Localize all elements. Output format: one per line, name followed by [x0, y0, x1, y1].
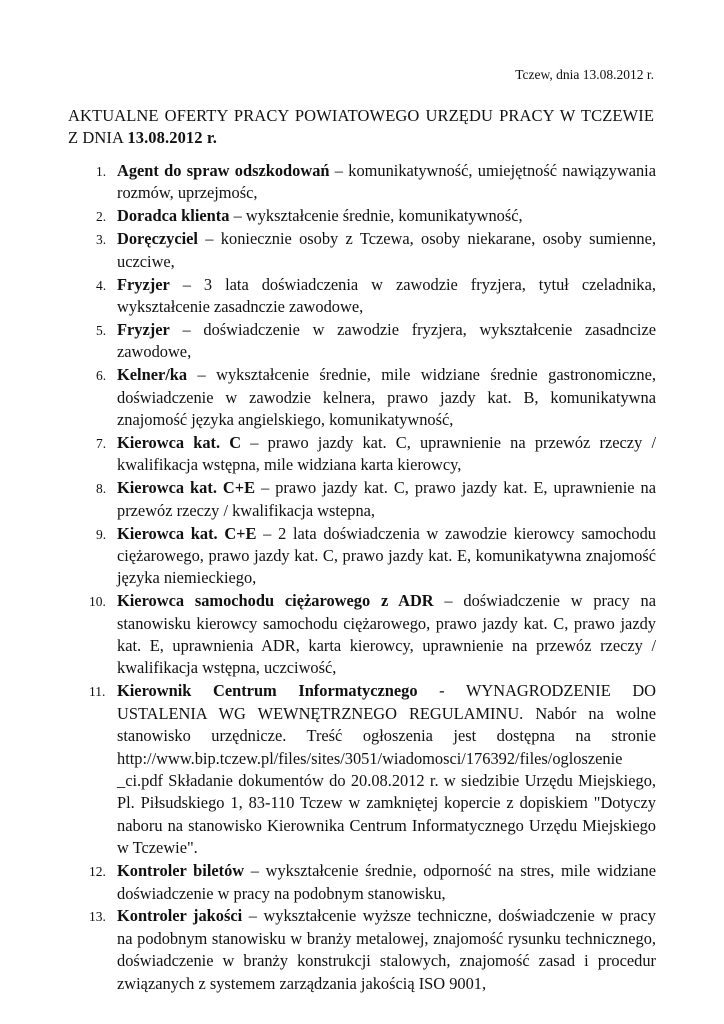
job-title: Fryzjer: [117, 319, 170, 339]
job-description: – prawo jazdy kat. C, prawo jazdy kat. E, uprawnienie na przewóz rzeczy / kwalifikacja wstepna,: [117, 478, 657, 520]
list-item: [68, 319, 656, 364]
job-offers-list: [68, 160, 656, 996]
list-item: [68, 590, 656, 680]
list-item: [68, 364, 656, 431]
list-item: [68, 905, 656, 995]
job-description: – 2 lata doświadczenia w zawodzie kierowcy samochodu ciężarowego, prawo jazdy kat. C, prawo jazdy kat. E, komunikatywna znajomość języka niemieckiego,: [117, 523, 656, 588]
job-title: Kierowca kat. C+E: [117, 523, 257, 543]
item-number: 13.: [89, 909, 106, 925]
item-number: 2.: [96, 209, 107, 225]
job-description: – doświadczenie w zawodzie fryzjera, wykształcenie zasadncize zawodowe,: [117, 319, 656, 362]
job-description: – doświadczenie w pracy na stanowisku kierowcy samochodu ciężarowego, prawo jazdy kat. C, prawo jazdy kat. E, uprawnienia ADR, karta kierowcy, uprawnienie na przewóz rzeczy / kwalifikacja wstępna, uczciwość,: [117, 591, 656, 678]
list-item: [68, 228, 656, 273]
list-item: [68, 274, 656, 319]
title-date: 13.08.2012: [127, 128, 203, 147]
item-number: 7.: [96, 435, 107, 451]
item-number: 9.: [96, 526, 107, 542]
job-description: – wykształcenie średnie, odporność na stres, mile widziane doświadczenie w pracy na podobnym stanowisku,: [117, 861, 656, 903]
item-number: 12.: [89, 864, 106, 880]
item-number: 11.: [89, 684, 106, 700]
job-title: Kierownik Centrum Informatycznego: [117, 681, 418, 701]
job-title: Doręczyciel: [117, 229, 198, 249]
list-item: [68, 160, 656, 205]
job-description: – wykształcenie średnie, mile widziane średnie gastronomiczne, doświadczenie w zawodzie kelnera, prawo jazdy kat. B, komunikatywna znajomość języka angielskiego, komunikatywność,: [117, 365, 656, 429]
job-description: – wykształcenie średnie, komunikatywność,: [229, 206, 523, 226]
job-title: Kierowca samochodu ciężarowego z ADR: [117, 591, 434, 611]
job-description: – wykształcenie wyższe techniczne, doświadczenie w pracy na podobnym stanowisku w branży metalowej, znajomość rysunku technicznego, doświadczenie w branży konstrukcji stalowych, znajomość zasad i procedur związanych z systemem zarządzania jakością ISO 9001,: [117, 906, 656, 993]
title-suffix: r.: [206, 128, 217, 147]
item-number: 10.: [89, 594, 106, 610]
item-number: 3.: [96, 232, 107, 248]
job-description: – prawo jazdy kat. C, uprawnienie na przewóz rzeczy / kwalifikacja wstępna, mile widziana karta kierowcy,: [117, 432, 656, 475]
item-number: 1.: [96, 164, 107, 179]
document-title: [68, 105, 654, 149]
list-item: [68, 477, 656, 522]
job-title: Kontroler biletów: [117, 861, 245, 881]
job-title: Kierowca kat. C: [117, 432, 242, 452]
job-title: Doradca klienta: [117, 206, 230, 226]
job-description: – koniecznie osoby z Tczewa, osoby niekarane, osoby sumienne, uczciwe,: [117, 229, 656, 271]
job-title: Kierowca kat. C+E: [117, 478, 256, 498]
job-description: - WYNAGRODZENIE DO USTALENIA WG WEWNĘTRZNEGO REGULAMINU. Nabór na wolne stanowisko urzędnicze. Treść ogłoszenia jest dostępna na stronie http://www.bip.tczew.pl/files/sites/3051/wiadomosci/176392/files/ogloszenie _ci.pdf Składanie dokumentów do 20.08.2012 r. w siedzibie Urzędu Miejskiego, Pl. Piłsudskiego 1, 83-110 Tczew w zamkniętej kopercie z dopiskiem "Dotyczy naboru na stanowisko Kierownika Centrum Informatycznego Urzędu Miejskiego w Tczewie".: [117, 681, 656, 858]
list-item: [68, 432, 656, 477]
list-item: [68, 860, 656, 905]
job-title: Kelner/ka: [117, 365, 188, 385]
job-title: Fryzjer: [117, 274, 170, 294]
list-item: [68, 680, 656, 859]
job-title: Kontroler jakości: [117, 906, 243, 926]
job-description: – 3 lata doświadczenia w zawodzie fryzjera, tytuł czeladnika, wykształcenie zasadnczie zawodowe,: [117, 274, 656, 316]
item-number: 6.: [96, 368, 107, 384]
list-item: [68, 523, 656, 590]
item-number: 5.: [96, 322, 107, 338]
job-description: – komunikatywność, umiejętność nawiązywania rozmów, uprzejmośc,: [117, 161, 657, 203]
title-text: AKTUALNE OFERTY PRACY POWIATOWEGO URZĘDU PRACY W TCZEWIE Z DNIA: [68, 106, 654, 147]
list-item: [68, 205, 656, 227]
document-date: Tczew, dnia 13.08.2012 r.: [515, 67, 654, 82]
item-number: 8.: [96, 481, 107, 497]
item-number: 4.: [96, 277, 107, 293]
job-title: Agent do spraw odszkodowań: [117, 161, 330, 180]
